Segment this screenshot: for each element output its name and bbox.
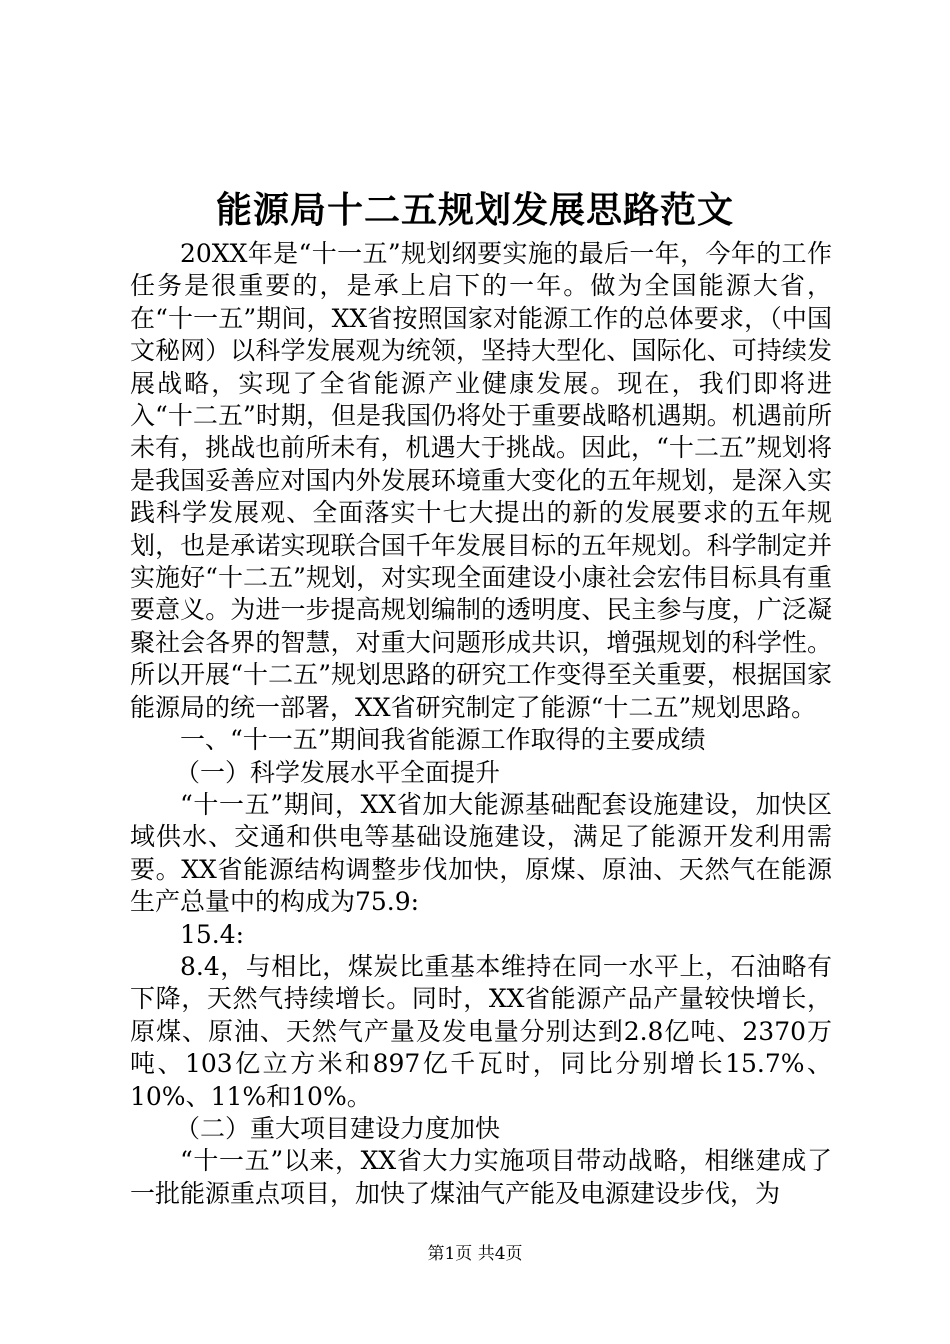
body-paragraph: “十一五”期间，XX省加大能源基础配套设施建设，加快区域供水、交通和供电等基础设施建设，满足了能源开发利用需要。XX省能源结构调整步伐加快，原煤、原油、天然气在能源生产总量中的构成为75.9: (130, 789, 832, 917)
body-paragraph: “十一五”以来，XX省大力实施项目带动战略，相继建成了一批能源重点项目，加快了煤油气产能及电源建设步伐，为 (130, 1146, 832, 1208)
document-body (130, 238, 832, 1210)
body-paragraph: 8.4，与相比，煤炭比重基本维持在同一水平上，石油略有下降，天然气持续增长。同时，XX省能源产品产量较快增长，原煤、原油、天然气产量及发电量分别达到2.8亿吨、2370万吨、103亿立方米和897亿千瓦时，同比分别增长15.7%、10%、11%和10%。 (130, 951, 832, 1111)
subsection-heading: （二）重大项目建设力度加快 (175, 1113, 501, 1143)
subsection-heading: （一）科学发展水平全面提升 (175, 757, 501, 787)
intro-paragraph: 20XX年是“十一五”规划纲要实施的最后一年，今年的工作任务是很重要的，是承上启下的一年。做为全国能源大省，在“十一五”期间，XX省按照国家对能源工作的总体要求，（中国文秘网）以科学发展观为统领，坚持大型化、国际化、可持续发展战略，实现了全省能源产业健康发展。现在，我们即将进入“十二五”时期，但是我国仍将处于重要战略机遇期。机遇前所未有，挑战也前所未有，机遇大于挑战。因此，“十二五”规划将是我国妥善应对国内外发展环境重大变化的五年规划，是深入实践科学发展观、全面落实十七大提出的新的发展要求的五年规划，也是承诺实现联合国千年发展目标的五年规划。科学制定并实施好“十二五”规划，对实现全面建设小康社会宏伟目标具有重要意义。为进一步提高规划编制的透明度、民主参与度，广泛凝聚社会各界的智慧，对重大问题形成共识，增强规划的科学性。所以开展“十二五”规划思路的研究工作变得至关重要，根据国家能源局的统一部署，XX省研究制定了能源“十二五”规划思路。 (130, 239, 832, 722)
page-number-footer: 第1页 共4页 (427, 1244, 523, 1264)
document-title: 能源局十二五规划发展思路范文 (215, 189, 734, 231)
body-paragraph: 15.4: (180, 919, 245, 949)
section-heading: 一、“十一五”期间我省能源工作取得的主要成绩 (180, 725, 706, 755)
